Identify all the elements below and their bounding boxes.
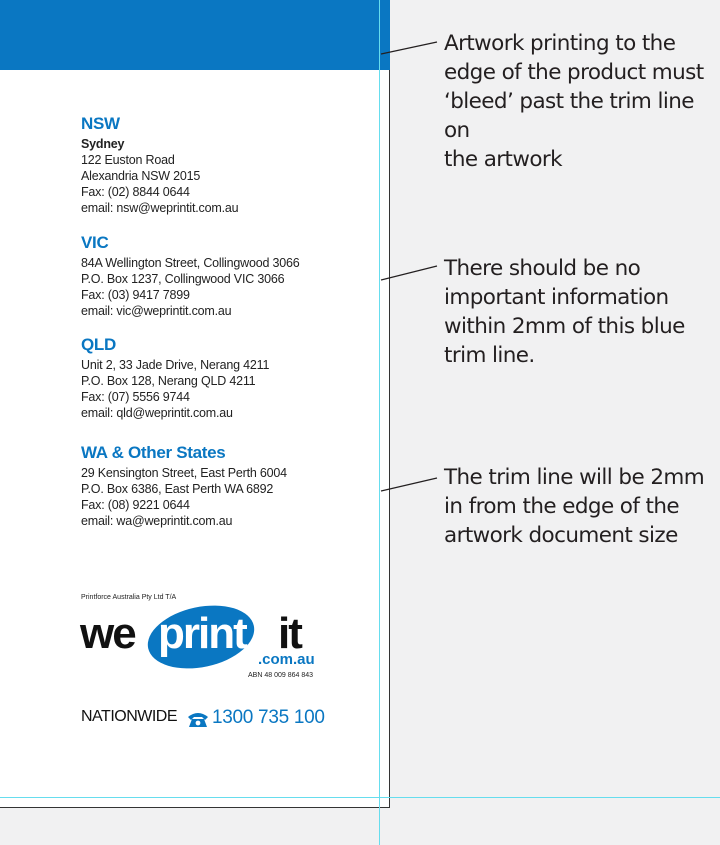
- annotation-line: ‘bleed’ past the trim line on: [444, 89, 694, 143]
- logo-domain: .com.au: [258, 651, 315, 668]
- logo-we: we: [80, 609, 135, 658]
- section-heading: NSW: [81, 114, 120, 133]
- logo-it: it: [278, 609, 301, 658]
- address-line: Alexandria NSW 2015: [81, 169, 201, 183]
- address-line: P.O. Box 6386, East Perth WA 6892: [81, 482, 274, 496]
- fax-line: Fax: (08) 9221 0644: [81, 498, 190, 512]
- section-heading: VIC: [81, 233, 109, 252]
- email-line: email: qld@weprintit.com.au: [81, 406, 233, 420]
- email-line: email: wa@weprintit.com.au: [81, 514, 233, 528]
- address-line: P.O. Box 1237, Collingwood VIC 3066: [81, 272, 285, 286]
- address-line: P.O. Box 128, Nerang QLD 4211: [81, 374, 256, 388]
- nationwide-label: NATIONWIDE: [81, 708, 178, 725]
- abn-number: ABN 48 009 864 843: [248, 672, 313, 679]
- section-heading: WA & Other States: [81, 443, 226, 462]
- logo-print: print: [158, 609, 246, 658]
- address-line: 29 Kensington Street, East Perth 6004: [81, 466, 287, 480]
- address-line: 84A Wellington Street, Collingwood 3066: [81, 256, 300, 270]
- fax-line: Fax: (02) 8844 0644: [81, 185, 190, 199]
- annotation-line: edge of the product must: [444, 60, 704, 85]
- address-line: Unit 2, 33 Jade Drive, Nerang 4211: [81, 358, 270, 372]
- email-line: email: nsw@weprintit.com.au: [81, 201, 239, 215]
- legal-name: Printforce Australia Pty Ltd T/A: [81, 594, 177, 601]
- annotation-line: the artwork: [444, 147, 562, 172]
- annotation-line: trim line.: [444, 343, 535, 368]
- fax-line: Fax: (07) 5556 9744: [81, 390, 190, 404]
- leader-line-bleed: [381, 42, 437, 54]
- annotation-line: important information: [444, 285, 669, 310]
- annotation-line: Artwork printing to the: [444, 31, 676, 56]
- annotation-line: within 2mm of this blue: [444, 314, 685, 339]
- annotation-line: artwork document size: [444, 523, 678, 548]
- address-line: 122 Euston Road: [81, 153, 175, 167]
- phone-number: 1300 735 100: [212, 707, 325, 728]
- leader-line-trim: [381, 478, 437, 491]
- section-heading: QLD: [81, 335, 116, 354]
- annotation-line: in from the edge of the: [444, 494, 680, 519]
- email-line: email: vic@weprintit.com.au: [81, 304, 232, 318]
- fax-line: Fax: (03) 9417 7899: [81, 288, 190, 302]
- annotation-line: There should be no: [444, 256, 641, 281]
- office-name: Sydney: [81, 137, 125, 151]
- leader-line-safe-zone: [381, 266, 437, 280]
- annotation-line: The trim line will be 2mm: [444, 465, 705, 490]
